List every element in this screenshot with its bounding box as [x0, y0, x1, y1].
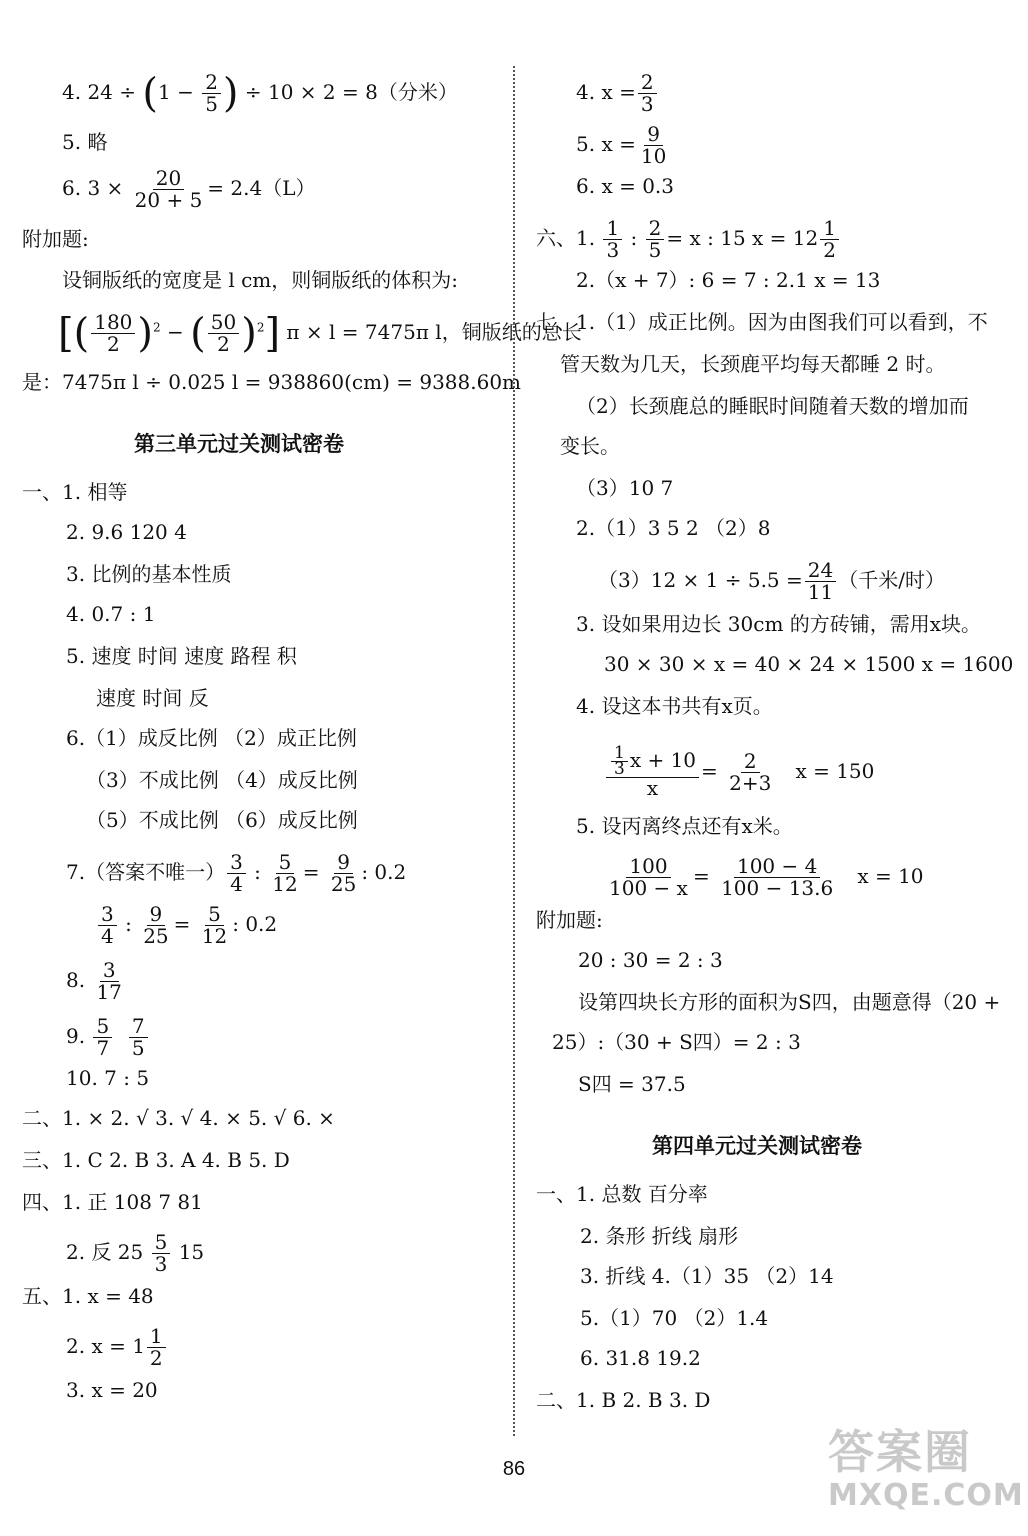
r-six-1: 六、1. $\frac{1}{3}$ : $\frac{2}{5}$ = x : 15 x = 12 $\frac{1}{2}$ — [536, 218, 841, 261]
s1-6a: 6.（1）成反比例 （2）成正比例 — [66, 726, 357, 750]
extra-para-1: 设铜版纸的宽度是 l cm，则铜版纸的体积为: — [62, 268, 459, 292]
s4-2: 2. 反 25 $\frac{5}{3}$ 15 — [66, 1230, 205, 1276]
watermark-en: MXQE.COM — [828, 1478, 1024, 1513]
column-divider — [513, 66, 515, 1436]
s5-3: 3. x = 20 — [66, 1378, 158, 1402]
answer-5: 5. 略 — [62, 130, 108, 154]
s1-3: 3. 比例的基本性质 — [66, 562, 232, 586]
extra-label: 附加题: — [22, 227, 89, 251]
r-seven-2b: （3）12 × 1 ÷ 5.5 = $\frac{24}{11}$ （千米/时） — [598, 558, 945, 604]
extra-formula: [( $\frac{180}{2}$ )$^2$ − ( $\frac{50}{2}$ )$^2$] π × l = 7475π l，铜版纸的总长 — [58, 310, 582, 357]
u4-2: 2. 条形 折线 扇形 — [580, 1224, 739, 1248]
s1-7b: $\frac{3}{4}$ : $\frac{9}{25}$ = $\frac{5}{12}$ : 0.2 — [96, 904, 277, 947]
s1-5b: 速度 时间 反 — [96, 686, 209, 710]
r-5: 5. x = $\frac{9}{10}$ — [576, 122, 667, 168]
r-seven-4a: 4. 设这本书共有x页。 — [576, 694, 773, 718]
fraction: $\frac{2}{5}$ — [202, 72, 221, 115]
r-seven-3a: 3. 设如果用边长 30cm 的方砖铺，需用x块。 — [576, 612, 982, 636]
s1-1: 一、1. 相等 — [22, 480, 128, 504]
r-seven-1e: （3）10 7 — [576, 476, 674, 500]
answer-6: 6. 3 × $\frac{20}{20 + 5}$ = 2.4（L） — [62, 166, 316, 212]
watermark-logo — [828, 1416, 1024, 1526]
s1-7a: 7.（答案不唯一） $\frac{3}{4}$ : $\frac{5}{12}$ = $\frac{9}{25}$ : 0.2 — [66, 850, 407, 896]
r-4: 4. x = $\frac{2}{3}$ — [576, 72, 659, 115]
s1-5a: 5. 速度 时间 速度 路程 积 — [66, 644, 297, 668]
extra-para-3: 是：7475π l ÷ 0.025 l = 938860(cm) = 9388.60m — [22, 370, 522, 394]
u4-5: 5.（1）70 （2）1.4 — [580, 1306, 769, 1330]
s1-6b: （3）不成比例 （4）成反比例 — [86, 768, 358, 792]
r-6: 6. x = 0.3 — [576, 174, 674, 198]
r-extra-2: 设第四块长方形的面积为S四，由题意得（20 + — [578, 990, 1001, 1014]
u4-3: 3. 折线 4.（1）35 （2）14 — [580, 1264, 834, 1288]
r-extra-3: 25）:（30 + S四）= 2 : 3 — [552, 1030, 801, 1054]
page-number: 86 — [502, 1458, 526, 1480]
u4-1: 一、1. 总数 百分率 — [536, 1182, 708, 1206]
s1-8: 8. $\frac{3}{17}$ — [66, 958, 122, 1004]
s2-line: 二、1. × 2. √ 3. √ 4. × 5. √ 6. × — [22, 1106, 335, 1130]
unit4-title: 第四单元过关测试密卷 — [652, 1134, 862, 1158]
s1-10: 10. 7 : 5 — [66, 1066, 150, 1090]
s4-1: 四、1. 正 108 7 81 — [22, 1190, 203, 1214]
r-seven-2a: 2.（1）3 5 2 （2）8 — [576, 516, 771, 540]
r-seven-5a: 5. 设丙离终点还有x米。 — [576, 814, 793, 838]
s1-9: 9. $\frac{5}{7}$ $\frac{7}{5}$ — [66, 1016, 150, 1059]
r-extra-4: S四 = 37.5 — [578, 1072, 686, 1096]
watermark-cn: 答案圈 — [828, 1425, 972, 1479]
r-seven-1c: （2）长颈鹿总的睡眠时间随着天数的增加而 — [576, 394, 969, 418]
u4-s2: 二、1. B 2. B 3. D — [536, 1388, 711, 1412]
r-extra-label: 附加题: — [536, 908, 603, 932]
r-seven-1a: 七、1.（1）成正比例。因为由图我们可以看到，不 — [536, 310, 988, 334]
unit3-title: 第三单元过关测试密卷 — [134, 432, 344, 456]
r-seven-1d: 变长。 — [560, 434, 620, 458]
s5-1: 五、1. x = 48 — [22, 1284, 154, 1308]
s1-6c: （5）不成比例 （6）成反比例 — [86, 808, 358, 832]
r-seven-5b: $\frac{100}{100 - x}$ = $\frac{100 - 4}{100 - 13.6}$ x = 10 — [609, 854, 924, 900]
r-seven-4b: $\frac{1}{3}$ x + 10 x = $\frac{2}{2+3}$ x = 150 — [604, 746, 874, 799]
r-extra-1: 20 : 30 = 2 : 3 — [578, 948, 723, 972]
s5-2: 2. x = 1 $\frac{1}{2}$ — [66, 1326, 168, 1369]
u4-6: 6. 31.8 19.2 — [580, 1346, 701, 1370]
r-seven-1b: 管天数为几天，长颈鹿平均每天都睡 2 时。 — [560, 352, 946, 376]
s1-4: 4. 0.7 : 1 — [66, 602, 156, 626]
answer-4-volume: 4. 24 ÷ (1 − $\frac{2}{5}$ ) ÷ 10 × 2 = 8（分米） — [62, 70, 458, 117]
r-six-2: 2.（x + 7）: 6 = 7 : 2.1 x = 13 — [576, 268, 881, 292]
r-seven-3b: 30 × 30 × x = 40 × 24 × 1500 x = 1600 — [604, 652, 1014, 676]
s1-2: 2. 9.6 120 4 — [66, 520, 187, 544]
s3-line: 三、1. C 2. B 3. A 4. B 5. D — [22, 1148, 290, 1172]
